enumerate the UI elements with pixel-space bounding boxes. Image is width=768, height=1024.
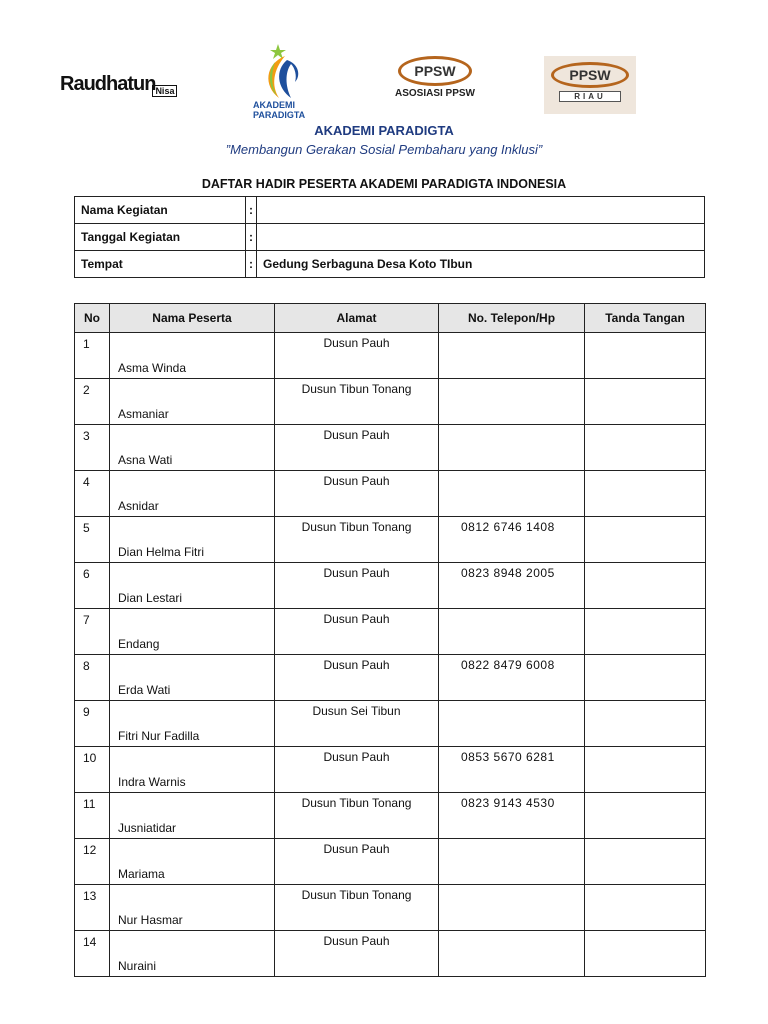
participant-phone (439, 425, 585, 471)
attendance-header-row (75, 304, 706, 333)
info-label: Tanggal Kegiatan (75, 224, 246, 251)
participant-phone: 0823 9143 4530 (439, 793, 585, 839)
row-number: 4 (75, 471, 110, 517)
row-number: 11 (75, 793, 110, 839)
participant-name-cell (110, 747, 275, 793)
participant-name: Jusniatidar (118, 821, 177, 835)
ppsw-riau-badge: PPSW (551, 62, 629, 88)
raudhatun-logo (60, 73, 177, 96)
participant-name-cell (110, 425, 275, 471)
participant-address: Dusun Pauh (275, 931, 439, 977)
signature-cell[interactable] (585, 563, 706, 609)
table-row (75, 655, 706, 701)
participant-address: Dusun Pauh (275, 609, 439, 655)
signature-cell[interactable] (585, 609, 706, 655)
participant-name: Erda Wati (118, 683, 171, 697)
ppsw-riau-text: RIAU (559, 91, 621, 102)
paradigta-logo (245, 42, 325, 118)
participant-phone: 0822 8479 6008 (439, 655, 585, 701)
participant-name-cell (110, 931, 275, 977)
participant-name: Dian Helma Fitri (118, 545, 205, 559)
participant-name-cell (110, 885, 275, 931)
organization-tagline: ”Membangun Gerakan Sosial Pembaharu yang Inklusi” (225, 142, 543, 157)
table-row (75, 701, 706, 747)
signature-cell[interactable] (585, 655, 706, 701)
participant-name: Nur Hasmar (118, 913, 183, 927)
table-row (75, 333, 706, 379)
participant-name-cell (110, 333, 275, 379)
row-number: 10 (75, 747, 110, 793)
table-row (75, 471, 706, 517)
participant-address: Dusun Pauh (275, 563, 439, 609)
participant-name-cell (110, 655, 275, 701)
info-separator: : (246, 224, 257, 251)
participant-name-cell (110, 563, 275, 609)
column-header-signature: Tanda Tangan (585, 304, 706, 333)
participant-address: Dusun Pauh (275, 655, 439, 701)
column-header-name: Nama Peserta (110, 304, 275, 333)
participant-phone (439, 379, 585, 425)
signature-cell[interactable] (585, 379, 706, 425)
info-row-activity-date (75, 224, 705, 251)
participant-phone: 0853 5670 6281 (439, 747, 585, 793)
participant-name-cell (110, 839, 275, 885)
row-number: 12 (75, 839, 110, 885)
signature-cell[interactable] (585, 793, 706, 839)
table-row (75, 885, 706, 931)
signature-cell[interactable] (585, 701, 706, 747)
organization-name: AKADEMI PARADIGTA (314, 123, 454, 138)
table-row (75, 747, 706, 793)
participant-address: Dusun Pauh (275, 471, 439, 517)
column-header-address: Alamat (275, 304, 439, 333)
row-number: 2 (75, 379, 110, 425)
participant-address: Dusun Tibun Tonang (275, 379, 439, 425)
signature-cell[interactable] (585, 839, 706, 885)
row-number: 6 (75, 563, 110, 609)
participant-address: Dusun Pauh (275, 747, 439, 793)
table-row (75, 425, 706, 471)
participant-address: Dusun Tibun Tonang (275, 517, 439, 563)
signature-cell[interactable] (585, 333, 706, 379)
participant-address: Dusun Pauh (275, 425, 439, 471)
row-number: 1 (75, 333, 110, 379)
participant-phone: 0823 8948 2005 (439, 563, 585, 609)
participant-address: Dusun Tibun Tonang (275, 885, 439, 931)
column-header-no: No (75, 304, 110, 333)
row-number: 9 (75, 701, 110, 747)
paradigta-emblem-icon (245, 42, 325, 102)
participant-address: Dusun Tibun Tonang (275, 793, 439, 839)
signature-cell[interactable] (585, 471, 706, 517)
participant-name: Nuraini (118, 959, 157, 973)
participant-name: Asnidar (118, 499, 159, 513)
signature-cell[interactable] (585, 747, 706, 793)
row-number: 5 (75, 517, 110, 563)
row-number: 14 (75, 931, 110, 977)
signature-cell[interactable] (585, 885, 706, 931)
info-row-activity-name (75, 197, 705, 224)
participant-address: Dusun Pauh (275, 839, 439, 885)
participant-address: Dusun Sei Tibun (275, 701, 439, 747)
column-header-phone: No. Telepon/Hp (439, 304, 585, 333)
raudhatun-logo-text: Raudhatun (60, 73, 156, 95)
participant-name-cell (110, 609, 275, 655)
attendance-table (74, 303, 706, 977)
table-row (75, 379, 706, 425)
participant-name: Asna Wati (118, 453, 173, 467)
info-row-location (75, 251, 705, 278)
participant-phone (439, 609, 585, 655)
participant-name-cell (110, 793, 275, 839)
info-label: Tempat (75, 251, 246, 278)
participant-phone: 0812 6746 1408 (439, 517, 585, 563)
participant-phone (439, 839, 585, 885)
participant-name: Asmaniar (118, 407, 169, 421)
row-number: 13 (75, 885, 110, 931)
row-number: 3 (75, 425, 110, 471)
participant-name-cell (110, 517, 275, 563)
asosiasi-ppsw-text: ASOSIASI PPSW (394, 88, 475, 99)
table-row (75, 563, 706, 609)
asosiasi-ppsw-logo (390, 56, 480, 106)
table-row (75, 931, 706, 977)
participant-name: Mariama (118, 867, 165, 881)
participant-name: Indra Warnis (118, 775, 186, 789)
participant-name-cell (110, 701, 275, 747)
info-separator: : (246, 197, 257, 224)
participant-name: Asma Winda (118, 361, 187, 375)
participant-name: Dian Lestari (118, 591, 183, 605)
logo-bar (0, 40, 768, 120)
table-row (75, 609, 706, 655)
info-value: Gedung Serbaguna Desa Koto TIbun (257, 251, 705, 278)
row-number: 7 (75, 609, 110, 655)
table-row (75, 793, 706, 839)
participant-phone (439, 471, 585, 517)
participant-name: Endang (118, 637, 160, 651)
ppsw-riau-logo (544, 56, 636, 114)
event-info-table (74, 196, 705, 278)
row-number: 8 (75, 655, 110, 701)
participant-phone (439, 333, 585, 379)
participant-phone (439, 931, 585, 977)
participant-address: Dusun Pauh (275, 333, 439, 379)
info-separator: : (246, 251, 257, 278)
asosiasi-ppsw-badge: PPSW (398, 56, 472, 86)
info-value (257, 197, 705, 224)
participant-name-cell (110, 471, 275, 517)
signature-cell[interactable] (585, 517, 706, 563)
signature-cell[interactable] (585, 931, 706, 977)
signature-cell[interactable] (585, 425, 706, 471)
info-label: Nama Kegiatan (75, 197, 246, 224)
table-row (75, 517, 706, 563)
info-value (257, 224, 705, 251)
participant-name-cell (110, 379, 275, 425)
attendance-rows (75, 333, 706, 977)
table-row (75, 839, 706, 885)
participant-phone (439, 885, 585, 931)
paradigta-logo-text: AKADEMI PARADIGTA (253, 100, 306, 120)
participant-phone (439, 701, 585, 747)
raudhatun-logo-subtext: Nisa (152, 85, 177, 97)
document-title: DAFTAR HADIR PESERTA AKADEMI PARADIGTA INDONESIA (201, 177, 567, 191)
participant-name: Fitri Nur Fadilla (118, 729, 200, 743)
